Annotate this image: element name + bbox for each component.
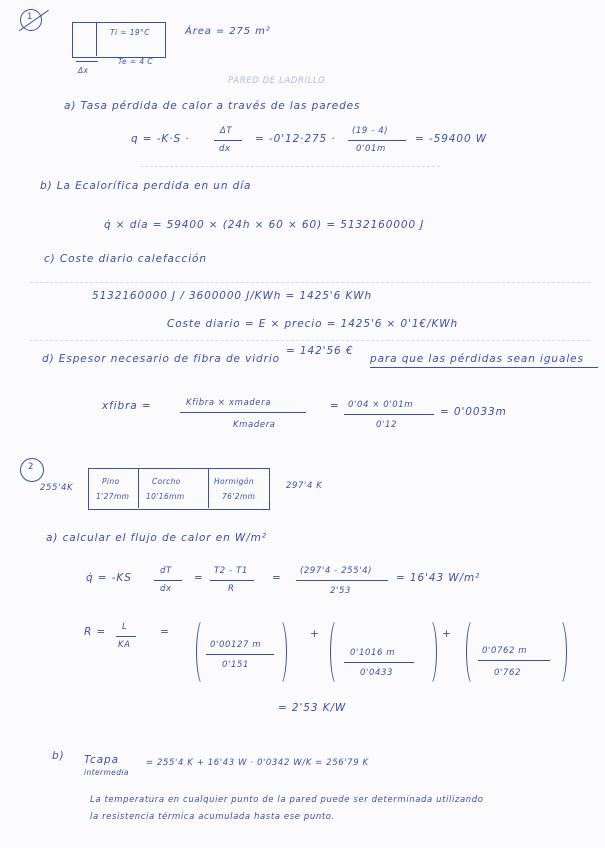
s2-frac2-num: T2 - T1: [214, 566, 248, 576]
area-label: Área = 275 m²: [185, 26, 271, 37]
r-lhs: R =: [84, 626, 107, 638]
part-d-underline: [370, 367, 598, 368]
s2-t-label: Tcapa: [84, 754, 119, 766]
r-plus-1: +: [310, 628, 320, 640]
r-result: = 2'53 K/W: [278, 702, 347, 714]
r-term1-den: 0'151: [222, 660, 249, 670]
layer-3-thickness: 76'2mm: [222, 492, 256, 501]
layer-2-thickness: 10'16mm: [146, 492, 185, 501]
part-c-eq2: Coste diario = E × precio = 1425'6 × 0'1€/KWh: [167, 318, 459, 330]
part-d-eq-sign: =: [330, 400, 340, 412]
inner-temp-label: Ti = 19°C: [110, 28, 150, 37]
layer-2-name: Corcho: [152, 477, 181, 486]
s2-flux-result: = 16'43 W/m²: [396, 572, 481, 584]
r-bar: [116, 636, 136, 637]
conclusion-line-2: la resistencia térmica acumulada hasta ese punto.: [90, 812, 335, 822]
part-c-eq2-result: = 142'56 €: [286, 345, 354, 357]
s2-frac3-num: (297'4 - 255'4): [300, 566, 373, 576]
part-d-den: Kmadera: [233, 420, 276, 430]
s2-eq-sign-2: =: [272, 572, 282, 584]
r-term2-num: 0'1016 m: [350, 648, 396, 658]
s2-frac1-den: dx: [160, 584, 172, 594]
part-a-frac-bar: [214, 140, 242, 141]
layer-diagram: [88, 468, 270, 510]
conclusion-line-1: La temperatura en cualquier punto de la pared puede ser determinada utilizando: [90, 795, 484, 805]
right-temp-label: 297'4 K: [286, 481, 323, 491]
s2-frac1-num: dT: [160, 566, 172, 576]
part-d-mid-den: 0'12: [376, 420, 397, 430]
problem-number-1: 1: [27, 12, 34, 22]
s2-flux-lhs: q̇ = -KS: [86, 572, 132, 584]
wall-inner-line: [96, 22, 97, 56]
r-term1-paren-right: [272, 618, 287, 686]
s2-frac2-bar: [210, 580, 254, 581]
layer-divider-1: [138, 468, 139, 508]
layer-1-thickness: 1'27mm: [96, 492, 130, 501]
r-term2-paren-left: [330, 618, 345, 686]
s2-frac2-den: R: [228, 584, 235, 594]
thickness-arrow: [76, 61, 98, 62]
r-term2-paren-right: [422, 618, 437, 686]
left-temp-label: 255'4K: [40, 483, 74, 493]
part-d-mid-num: 0'04 × 0'01m: [348, 400, 414, 410]
r-term2-den: 0'0433: [360, 668, 393, 678]
part-c-heading: c) Coste diario calefacción: [44, 253, 207, 265]
r-den: KA: [118, 640, 131, 650]
part-a-eq-mid: = -0'12·275 ·: [255, 133, 336, 145]
part-d-lhs: xfibra =: [102, 400, 152, 412]
part-a-result: = -59400 W: [415, 133, 488, 145]
outer-temp-label: Te = 4 C: [118, 57, 153, 66]
s2-frac3-bar: [296, 580, 388, 581]
s2-part-a-heading: a) calcular el flujo de calor en W/m²: [46, 532, 267, 544]
r-term1-num: 0'00127 m: [210, 640, 262, 650]
layer-3-name: Hormigón: [214, 477, 255, 486]
s2-part-b-eq: = 255'4 K + 16'43 W · 0'0342 W/K = 256'79 K: [146, 758, 369, 768]
r-term3-paren-right: [552, 618, 567, 686]
s2-part-b-label: b): [52, 750, 65, 762]
faint-header: PARED DE LADRILLO: [228, 76, 326, 86]
r-term3-den: 0'762: [494, 668, 521, 678]
s2-t-sub: intermedia: [84, 768, 129, 777]
part-b-eq: q̇ × día = 59400 × (24h × 60 × 60) = 5132160000 J: [104, 219, 425, 231]
thickness-label: Δx: [78, 66, 89, 75]
r-plus-2: +: [442, 628, 452, 640]
r-term3-paren-left: [466, 618, 481, 686]
s2-frac3-den: 2'53: [330, 586, 351, 596]
s2-frac1-bar: [154, 580, 182, 581]
problem-number-2: 2: [28, 462, 35, 472]
part-a-frac-den: dx: [219, 144, 231, 154]
r-eq-sign: =: [160, 626, 170, 638]
faint-line-3: [30, 340, 590, 341]
part-b-heading: b) La Ecalorífica perdida en un día: [40, 180, 252, 192]
r-term3-num: 0'0762 m: [482, 646, 528, 656]
layer-divider-2: [208, 468, 209, 508]
part-a-mid-den: 0'01m: [356, 144, 386, 154]
part-d-heading-tail: para que las pérdidas sean iguales: [370, 353, 584, 365]
s2-eq-sign-1: =: [194, 572, 204, 584]
r-term3-bar: [478, 660, 550, 661]
part-d-mid-bar: [344, 414, 434, 415]
part-a-mid-num: (19 - 4): [352, 126, 389, 136]
r-term1-paren-left: [196, 618, 211, 686]
faint-line-2: [30, 282, 590, 283]
layer-1-name: Pino: [102, 477, 120, 486]
part-d-result: = 0'0033m: [440, 406, 507, 418]
part-c-eq1: 5132160000 J / 3600000 J/KWh = 1425'6 KWh: [92, 290, 373, 302]
part-a-heading: a) Tasa pérdida de calor a través de las paredes: [64, 100, 361, 112]
part-d-bar: [180, 412, 306, 413]
r-term1-bar: [206, 654, 274, 655]
r-num: L: [122, 622, 128, 632]
part-a-mid-bar: [348, 140, 406, 141]
part-a-frac-num: ΔT: [220, 126, 233, 136]
part-d-heading: d) Espesor necesario de fibra de vidrio: [42, 353, 280, 365]
r-term2-bar: [344, 662, 414, 663]
faint-line: [140, 166, 440, 167]
part-d-num: Kfibra × xmadera: [186, 398, 271, 408]
part-a-eq-lhs: q = -K·S ·: [131, 133, 190, 145]
